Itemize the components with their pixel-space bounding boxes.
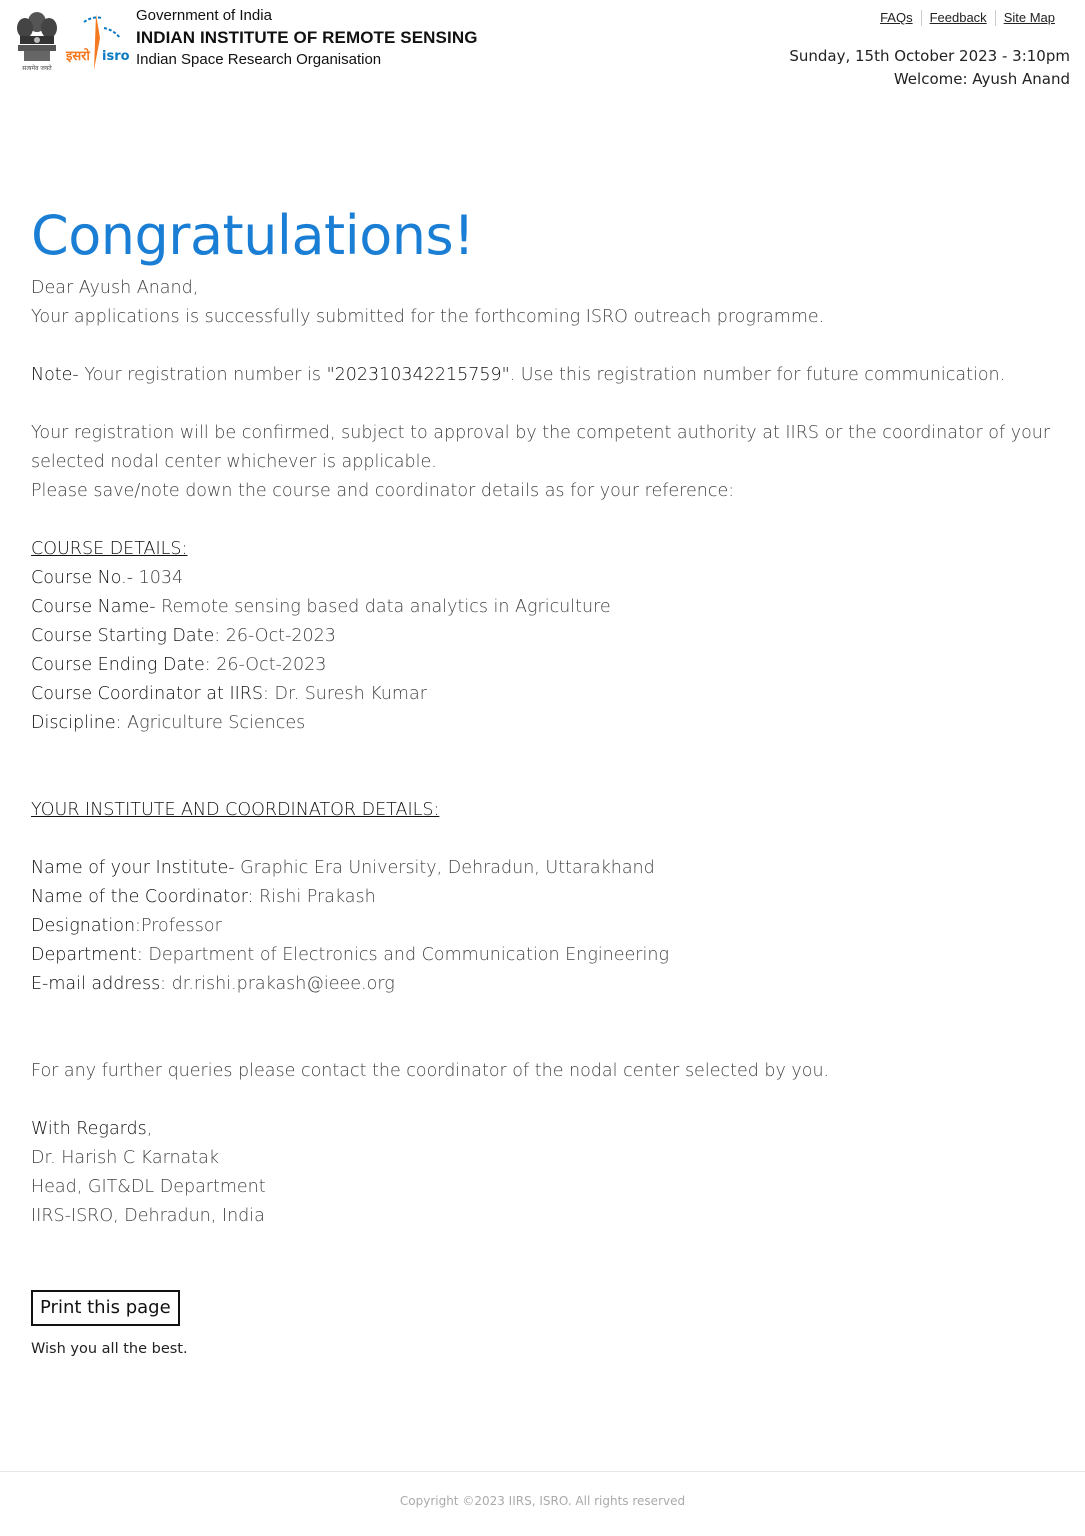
course-detail-row: Course Name- Remote sensing based data analytics in Agriculture [31,597,611,617]
registration-note: Note- Your registration number is "202310342215759". Use this registration number for future communication. [31,365,1006,385]
site-map-link[interactable]: Site Map [995,10,1063,26]
queries-note: For any further queries please contact the coordinator of the nodal center selected by you. [31,1061,830,1081]
institute-details-heading: YOUR INSTITUTE AND COORDINATOR DETAILS: [31,800,440,820]
print-page-button[interactable]: Print this page [31,1290,180,1326]
welcome-user: Welcome: Ayush Anand [893,70,1070,88]
faqs-link[interactable]: FAQs [880,10,913,25]
institute-detail-row: Designation:Professor [31,916,222,936]
note-label: Note- [31,365,79,385]
copyright: Copyright ©2023 IIRS, ISRO. All rights reserved [399,1494,686,1508]
footer-divider [0,1471,1085,1472]
svg-text:इसरो: इसरो [66,49,90,64]
registration-number: "202310342215759" [326,365,510,385]
institute-name: INDIAN INSTITUTE OF REMOTE SENSING [136,28,478,47]
organisation-block [136,6,478,70]
course-detail-row: Discipline: Agriculture Sciences [31,713,306,733]
isro-logo-icon [64,10,132,76]
closing-wish: Wish you all the best. [31,1341,188,1357]
emblem-caption: सत्यमेव जयते [22,65,52,72]
top-links [872,10,1063,26]
course-detail-row: Course Starting Date: 26-Oct-2023 [31,626,336,646]
institute-detail-row: Name of the Coordinator: Rishi Prakash [31,887,376,907]
regards: With Regards, [31,1119,153,1139]
signatory-title: Head, GIT&DL Department [31,1177,266,1197]
course-details-heading: COURSE DETAILS: [31,539,188,559]
current-datetime: Sunday, 15th October 2023 - 3:10pm [789,47,1070,65]
svg-text:isro: isro [102,49,130,64]
page-header [0,0,1085,95]
course-detail-row: Course Coordinator at IIRS: Dr. Suresh Kumar [31,684,427,704]
signatory-location: IIRS-ISRO, Dehradun, India [31,1206,265,1226]
institute-detail-row: Department: Department of Electronics and Communication Engineering [31,945,669,965]
feedback-link[interactable]: Feedback [921,10,995,26]
page-title: Congratulations! [31,204,475,267]
save-note: Please save/note down the course and coordinator details as for your reference: [31,481,735,501]
signatory-name: Dr. Harish C Karnatak [31,1148,219,1168]
government-label: Government of India [136,7,272,24]
submission-message: Your applications is successfully submitted for the forthcoming ISRO outreach programme. [31,307,825,327]
course-detail-row: Course Ending Date: 26-Oct-2023 [31,655,327,675]
confirmation-content [31,200,1061,1231]
institute-detail-row: Name of your Institute- Graphic Era University, Dehradun, Uttarakhand [31,858,655,878]
institute-detail-row: E-mail address: dr.rishi.prakash@ieee.org [31,974,395,994]
national-emblem-icon [14,8,60,74]
greeting: Dear Ayush Anand, [31,278,199,298]
course-detail-row: Course No.- 1034 [31,568,184,588]
datetime-block [789,45,1070,91]
organisation-name: Indian Space Research Organisation [136,51,382,68]
confirmation-notice: Your registration will be confirmed, subject to approval by the competent authority at IIRS or the coordinator of your selected nodal center whichever is applicable. [31,423,1051,472]
